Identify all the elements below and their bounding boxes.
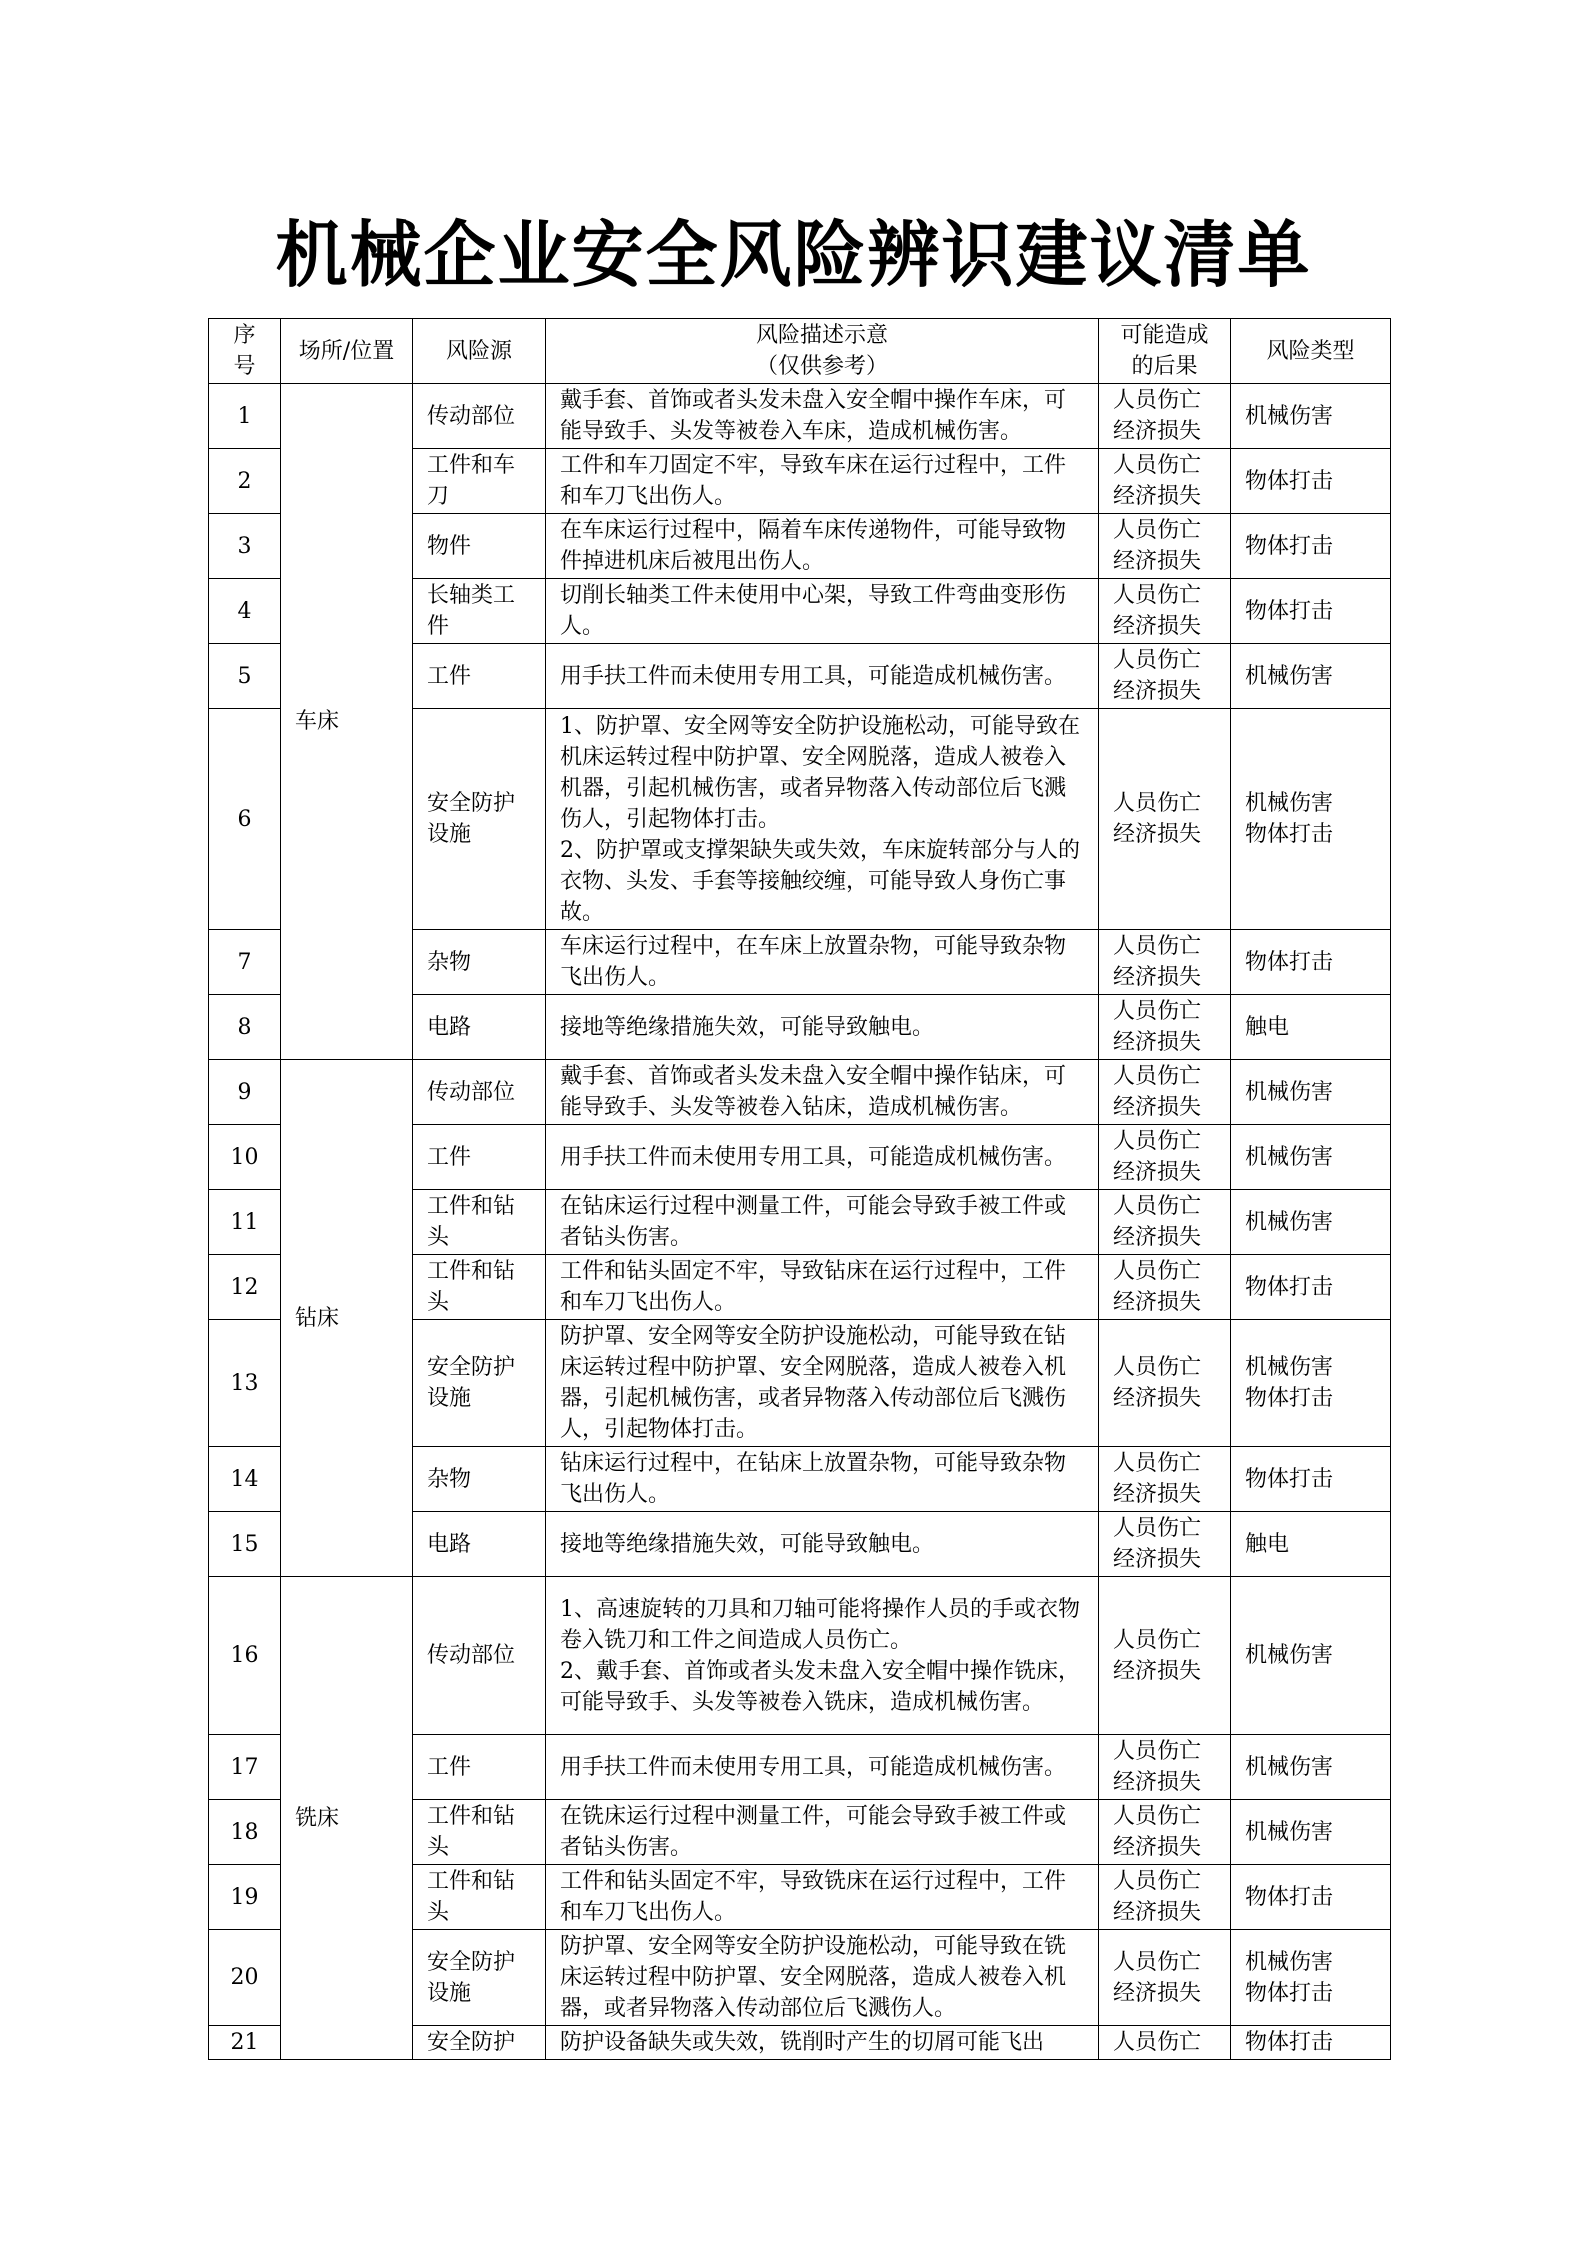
header-desc: 风险描述示意 （仅供参考） [546,319,1099,384]
risk-table [208,318,1391,2060]
consequence-cell: 人员伤亡 经济损失 [1099,930,1231,995]
risk-description-cell: 用手扶工件而未使用专用工具，可能造成机械伤害。 [546,1125,1099,1190]
row-number: 11 [209,1190,281,1255]
risk-description-cell: 工件和钻头固定不牢，导致铣床在运行过程中，工件和车刀飞出伤人。 [546,1865,1099,1930]
table-header-row [209,319,1391,384]
risk-description-cell: 工件和车刀固定不牢，导致车床在运行过程中，工件和车刀飞出伤人。 [546,449,1099,514]
consequence-cell: 人员伤亡 经济损失 [1099,1447,1231,1512]
table-row [209,384,1391,449]
consequence-cell: 人员伤亡 经济损失 [1099,1190,1231,1255]
risk-type-cell: 机械伤害 物体打击 [1231,1930,1391,2026]
risk-type-cell: 物体打击 [1231,449,1391,514]
risk-type-cell: 触电 [1231,995,1391,1060]
consequence-cell: 人员伤亡 经济损失 [1099,1577,1231,1735]
risk-description-cell: 用手扶工件而未使用专用工具，可能造成机械伤害。 [546,1735,1099,1800]
row-number: 1 [209,384,281,449]
consequence-cell: 人员伤亡 经济损失 [1099,644,1231,709]
consequence-cell: 人员伤亡 经济损失 [1099,384,1231,449]
risk-description-cell: 戴手套、首饰或者头发未盘入安全帽中操作车床，可能导致手、头发等被卷入车床，造成机械伤害。 [546,384,1099,449]
risk-type-cell: 机械伤害 [1231,1577,1391,1735]
risk-description-cell: 接地等绝缘措施失效，可能导致触电。 [546,995,1099,1060]
risk-type-cell: 触电 [1231,1512,1391,1577]
row-number: 13 [209,1320,281,1447]
risk-type-cell: 物体打击 [1231,2026,1391,2060]
row-number: 8 [209,995,281,1060]
risk-type-cell: 物体打击 [1231,1255,1391,1320]
risk-description-cell: 接地等绝缘措施失效，可能导致触电。 [546,1512,1099,1577]
risk-source-cell: 杂物 [413,930,546,995]
risk-source-cell: 工件和钻头 [413,1865,546,1930]
row-number: 16 [209,1577,281,1735]
consequence-cell: 人员伤亡 经济损失 [1099,1060,1231,1125]
risk-source-cell: 工件 [413,644,546,709]
risk-type-cell: 物体打击 [1231,579,1391,644]
consequence-cell: 人员伤亡 经济损失 [1099,1930,1231,2026]
table-row [209,1060,1391,1125]
risk-source-cell: 杂物 [413,1447,546,1512]
risk-description-cell: 车床运行过程中，在车床上放置杂物，可能导致杂物飞出伤人。 [546,930,1099,995]
row-number: 4 [209,579,281,644]
header-source: 风险源 [413,319,546,384]
risk-source-cell: 工件和钻头 [413,1255,546,1320]
risk-description-cell: 防护罩、安全网等安全防护设施松动，可能导致在铣床运转过程中防护罩、安全网脱落，造成人被卷入机器，或者异物落入传动部位后飞溅伤人。 [546,1930,1099,2026]
risk-description-cell: 1、防护罩、安全网等安全防护设施松动，可能导致在机床运转过程中防护罩、安全网脱落，造成人被卷入机器，引起机械伤害，或者异物落入传动部位后飞溅伤人，引起物体打击。 2、防护罩或支撑架缺失或失效，车床旋转部分与人的衣物、头发、手套等接触绞缠，可能导致人身伤亡事故。 [546,709,1099,930]
risk-type-cell: 机械伤害 物体打击 [1231,709,1391,930]
row-number: 17 [209,1735,281,1800]
row-number: 9 [209,1060,281,1125]
consequence-cell: 人员伤亡 经济损失 [1099,449,1231,514]
risk-description-cell: 在铣床运行过程中测量工件，可能会导致手被工件或者钻头伤害。 [546,1800,1099,1865]
consequence-cell: 人员伤亡 经济损失 [1099,1512,1231,1577]
location-cell: 钻床 [281,1060,413,1577]
row-number: 20 [209,1930,281,2026]
risk-description-cell: 防护设备缺失或失效，铣削时产生的切屑可能飞出 [546,2026,1099,2060]
consequence-cell: 人员伤亡 经济损失 [1099,514,1231,579]
risk-source-cell: 传动部位 [413,1577,546,1735]
header-no: 序 号 [209,319,281,384]
risk-type-cell: 机械伤害 [1231,1800,1391,1865]
row-number: 2 [209,449,281,514]
row-number: 15 [209,1512,281,1577]
header-location: 场所/位置 [281,319,413,384]
risk-description-cell: 工件和钻头固定不牢，导致钻床在运行过程中，工件和车刀飞出伤人。 [546,1255,1099,1320]
consequence-cell: 人员伤亡 经济损失 [1099,1800,1231,1865]
row-number: 19 [209,1865,281,1930]
risk-description-cell: 用手扶工件而未使用专用工具，可能造成机械伤害。 [546,644,1099,709]
row-number: 10 [209,1125,281,1190]
risk-description-cell: 在钻床运行过程中测量工件，可能会导致手被工件或者钻头伤害。 [546,1190,1099,1255]
consequence-cell: 人员伤亡 [1099,2026,1231,2060]
risk-type-cell: 机械伤害 [1231,644,1391,709]
consequence-cell: 人员伤亡 经济损失 [1099,709,1231,930]
risk-description-cell: 在车床运行过程中，隔着车床传递物件，可能导致物件掉进机床后被甩出伤人。 [546,514,1099,579]
table-body [209,384,1391,2060]
consequence-cell: 人员伤亡 经济损失 [1099,1865,1231,1930]
consequence-cell: 人员伤亡 经济损失 [1099,579,1231,644]
row-number: 18 [209,1800,281,1865]
header-result: 可能造成 的后果 [1099,319,1231,384]
risk-source-cell: 电路 [413,1512,546,1577]
row-number: 3 [209,514,281,579]
header-type: 风险类型 [1231,319,1391,384]
risk-type-cell: 机械伤害 [1231,1735,1391,1800]
risk-type-cell: 机械伤害 [1231,384,1391,449]
risk-description-cell: 切削长轴类工件未使用中心架，导致工件弯曲变形伤人。 [546,579,1099,644]
row-number: 5 [209,644,281,709]
risk-source-cell: 传动部位 [413,384,546,449]
risk-source-cell: 工件和钻头 [413,1800,546,1865]
page-title: 机械企业安全风险辨识建议清单 [275,212,1312,297]
row-number: 12 [209,1255,281,1320]
risk-source-cell: 工件 [413,1735,546,1800]
risk-description-cell: 钻床运行过程中，在钻床上放置杂物，可能导致杂物飞出伤人。 [546,1447,1099,1512]
risk-source-cell: 工件 [413,1125,546,1190]
row-number: 14 [209,1447,281,1512]
risk-source-cell: 工件和钻头 [413,1190,546,1255]
risk-type-cell: 物体打击 [1231,930,1391,995]
risk-source-cell: 安全防护设施 [413,709,546,930]
location-cell: 铣床 [281,1577,413,2060]
risk-type-cell: 机械伤害 [1231,1190,1391,1255]
row-number: 21 [209,2026,281,2060]
risk-source-cell: 安全防护设施 [413,1930,546,2026]
risk-type-cell: 机械伤害 物体打击 [1231,1320,1391,1447]
risk-type-cell: 机械伤害 [1231,1125,1391,1190]
consequence-cell: 人员伤亡 经济损失 [1099,1320,1231,1447]
consequence-cell: 人员伤亡 经济损失 [1099,995,1231,1060]
risk-source-cell: 安全防护 [413,2026,546,2060]
risk-description-cell: 戴手套、首饰或者头发未盘入安全帽中操作钻床，可能导致手、头发等被卷入钻床，造成机械伤害。 [546,1060,1099,1125]
consequence-cell: 人员伤亡 经济损失 [1099,1125,1231,1190]
risk-type-cell: 物体打击 [1231,514,1391,579]
risk-source-cell: 物件 [413,514,546,579]
risk-type-cell: 物体打击 [1231,1447,1391,1512]
risk-source-cell: 安全防护设施 [413,1320,546,1447]
risk-description-cell: 防护罩、安全网等安全防护设施松动，可能导致在钻床运转过程中防护罩、安全网脱落，造成人被卷入机器，引起机械伤害，或者异物落入传动部位后飞溅伤人，引起物体打击。 [546,1320,1099,1447]
risk-source-cell: 电路 [413,995,546,1060]
table-row [209,1577,1391,1735]
risk-type-cell: 物体打击 [1231,1865,1391,1930]
risk-type-cell: 机械伤害 [1231,1060,1391,1125]
risk-description-cell: 1、高速旋转的刀具和刀轴可能将操作人员的手或衣物卷入铣刀和工件之间造成人员伤亡。 2、戴手套、首饰或者头发未盘入安全帽中操作铣床，可能导致手、头发等被卷入铣床，造成机械伤害。 [546,1577,1099,1735]
risk-source-cell: 工件和车刀 [413,449,546,514]
risk-source-cell: 长轴类工件 [413,579,546,644]
consequence-cell: 人员伤亡 经济损失 [1099,1255,1231,1320]
location-cell: 车床 [281,384,413,1060]
row-number: 6 [209,709,281,930]
risk-source-cell: 传动部位 [413,1060,546,1125]
row-number: 7 [209,930,281,995]
consequence-cell: 人员伤亡 经济损失 [1099,1735,1231,1800]
